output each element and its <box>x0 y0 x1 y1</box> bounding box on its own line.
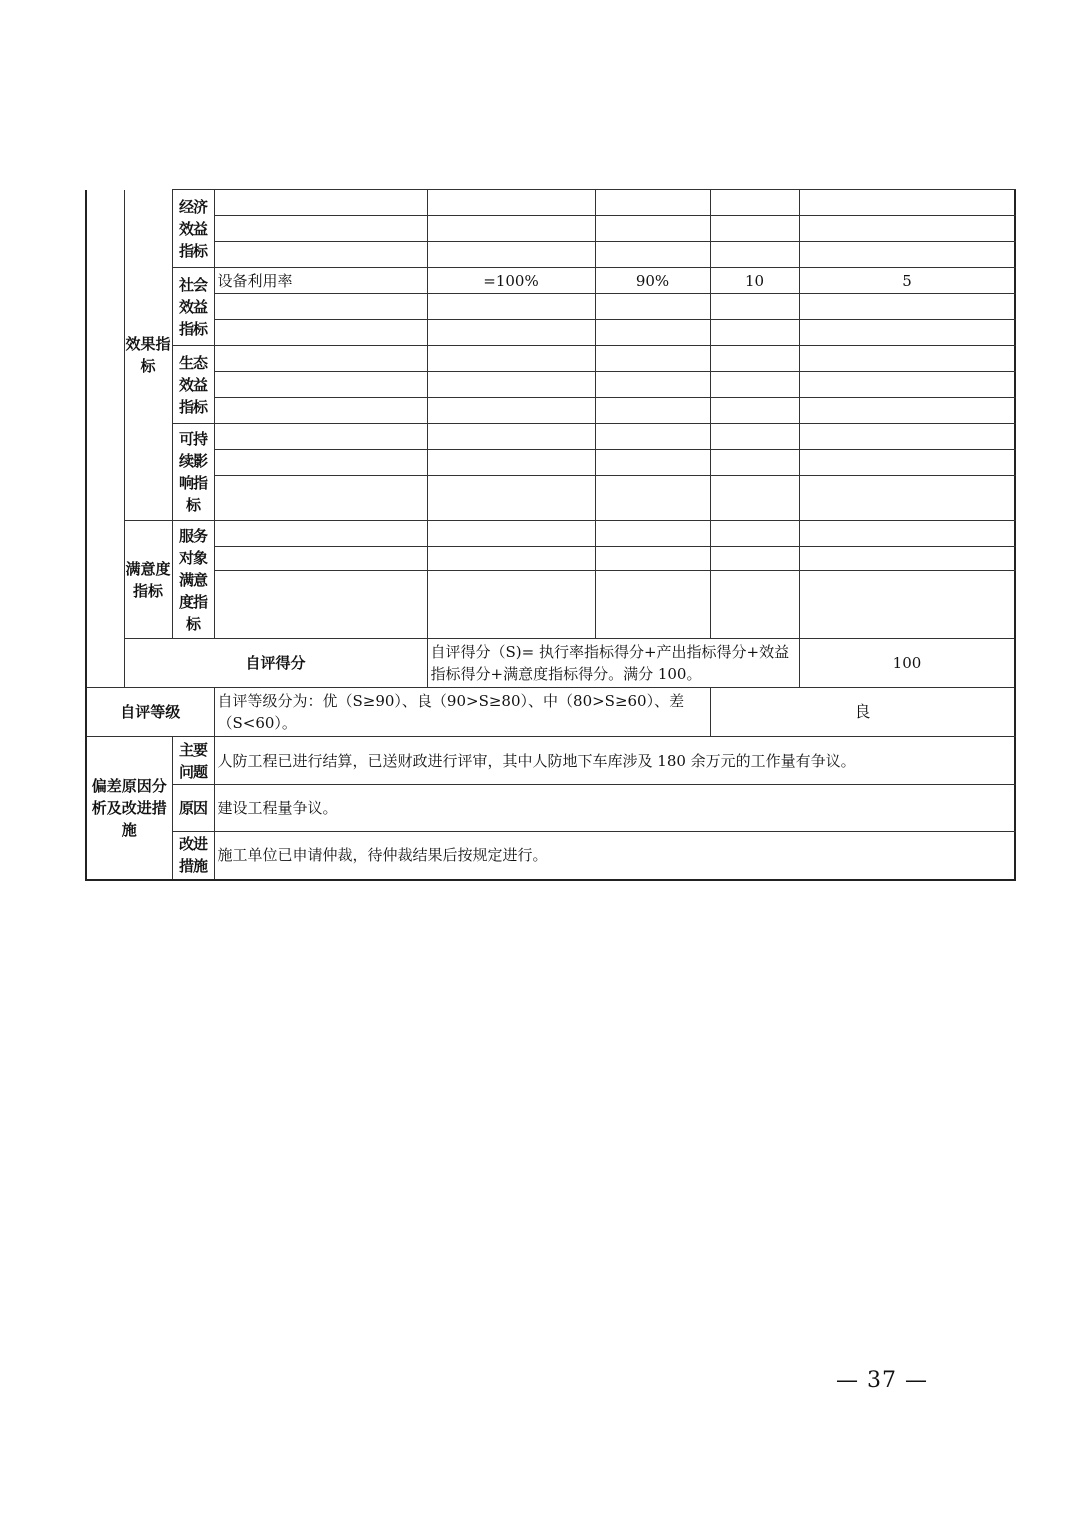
table-row <box>86 242 1015 268</box>
sustainable-impact-label: 可持续影响指标 <box>172 424 214 521</box>
table-row <box>86 424 1015 450</box>
performance-evaluation-table <box>85 189 1016 881</box>
self-grade-label: 自评等级 <box>86 688 214 737</box>
main-problem-label: 主要问题 <box>172 737 214 785</box>
actual-value: 90% <box>595 268 710 294</box>
table-row <box>86 547 1015 571</box>
table-row <box>86 346 1015 372</box>
self-score-full: 100 <box>799 639 1015 688</box>
self-score-row <box>86 639 1015 688</box>
self-grade-value: 良 <box>710 688 1015 737</box>
table-row <box>86 372 1015 398</box>
table-row <box>86 294 1015 320</box>
deviation-analysis-label: 偏差原因分析及改进措施 <box>86 737 172 880</box>
reason-row <box>86 785 1015 832</box>
score-value: 5 <box>799 268 1015 294</box>
self-grade-row <box>86 688 1015 737</box>
improvement-row <box>86 832 1015 880</box>
economic-benefit-label: 经济效益指标 <box>172 190 214 268</box>
table-row <box>86 320 1015 346</box>
table-row <box>86 450 1015 476</box>
page-number: — 37 — <box>836 1368 928 1393</box>
main-problem-text: 人防工程已进行结算，已送财政进行评审，其中人防地下车库涉及 180 余万元的工作量有争议。 <box>214 737 1015 785</box>
table-row <box>86 521 1015 547</box>
self-score-label: 自评得分 <box>124 639 427 688</box>
self-grade-description: 自评等级分为：优（S≥90）、良（90>S≥80）、中（80>S≥60）、差（S<60）。 <box>214 688 710 737</box>
reason-label: 原因 <box>172 785 214 832</box>
effect-indicator-group: 效果指标 <box>124 190 172 521</box>
ecological-benefit-label: 生态效益指标 <box>172 346 214 424</box>
main-problem-row <box>86 737 1015 785</box>
table-row <box>86 216 1015 242</box>
satisfaction-indicator-group: 满意度指标 <box>124 521 172 639</box>
social-benefit-label: 社会效益指标 <box>172 268 214 346</box>
table-row <box>86 476 1015 521</box>
table-row <box>86 190 1015 216</box>
service-satisfaction-label: 服务对象满意度指标 <box>172 521 214 639</box>
target-value: =100% <box>427 268 595 294</box>
improvement-label: 改进措施 <box>172 832 214 880</box>
social-benefit-row <box>86 268 1015 294</box>
self-score-description: 自评得分（S)= 执行率指标得分+产出指标得分+效益指标得分+满意度指标得分。满分 100。 <box>427 639 799 688</box>
evaluation-table-section <box>85 189 1016 881</box>
weight-value: 10 <box>710 268 799 294</box>
left-outer-cell <box>86 190 124 688</box>
reason-text: 建设工程量争议。 <box>214 785 1015 832</box>
indicator-name: 设备利用率 <box>214 268 427 294</box>
table-row <box>86 398 1015 424</box>
improvement-text: 施工单位已申请仲裁，待仲裁结果后按规定进行。 <box>214 832 1015 880</box>
table-row <box>86 571 1015 639</box>
